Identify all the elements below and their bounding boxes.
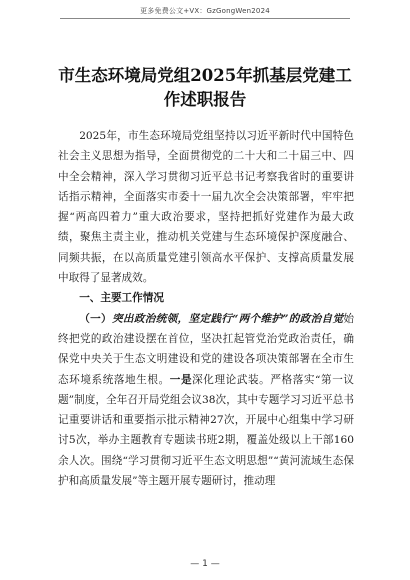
- page-number: — 1 —: [190, 559, 220, 569]
- title-line-2: 作述职报告: [163, 90, 247, 109]
- document-body: [58, 126, 354, 491]
- point-1-label: 一是: [169, 373, 193, 386]
- section-heading-1: 一、主要工作情况: [79, 292, 164, 305]
- subsection-1-title: 突出政治统领，坚定践行“两个维护”的政治自觉: [111, 312, 344, 325]
- document-title: [40, 64, 370, 112]
- header-divider: [60, 18, 350, 19]
- subsection-1-label: （一）: [79, 312, 112, 325]
- intro-paragraph: 2025年，市生态环境局党组坚持以习近平新时代中国特色社会主义思想为指导，全面贯彻党的二十大和二十届三中、四中全会精神，深入学习贯彻习近平总书记考察我省时的重要讲话指示精神，全面落实市委十一届九次全会决策部署，牢牢把握“两高四着力”重大政治要求，坚持把抓好党建作为最大政绩，聚焦主责主业，推动机关党建与生态环境保护深度融合、同频共振，在以高质量党建引领高水平保护、支撑高质量发展中取得了显著成效。: [58, 130, 354, 285]
- header-note: 更多免费公文+VX：GzGongWen2024: [140, 7, 270, 15]
- title-line-1: 市生态环境局党组2025年抓基层党建工: [58, 66, 352, 85]
- subsection-1-text: 始终把党的政治建设摆在首位，坚决扛起管党治党政治责任，确保党中央关于生态文明建设和党的建设各项决策部署在全市生态环境系统落地生根。: [58, 312, 355, 386]
- subsection-1-paragraph: [58, 309, 354, 492]
- point-1-text: 深化理论武装。严格落实“第一议题”制度，全年召开局党组会议38次，其中专题学习习近平总书记重要讲话和重要指示批示精神27次，开展中心组集中学习研讨5次，举办主题教育专题读书班2期，覆盖处级以上干部160余人次。围绕“学习贯彻习近平生态文明思想”“黄河流域生态保护和高质量发展”等主题开展专题研讨，推动理: [58, 373, 355, 488]
